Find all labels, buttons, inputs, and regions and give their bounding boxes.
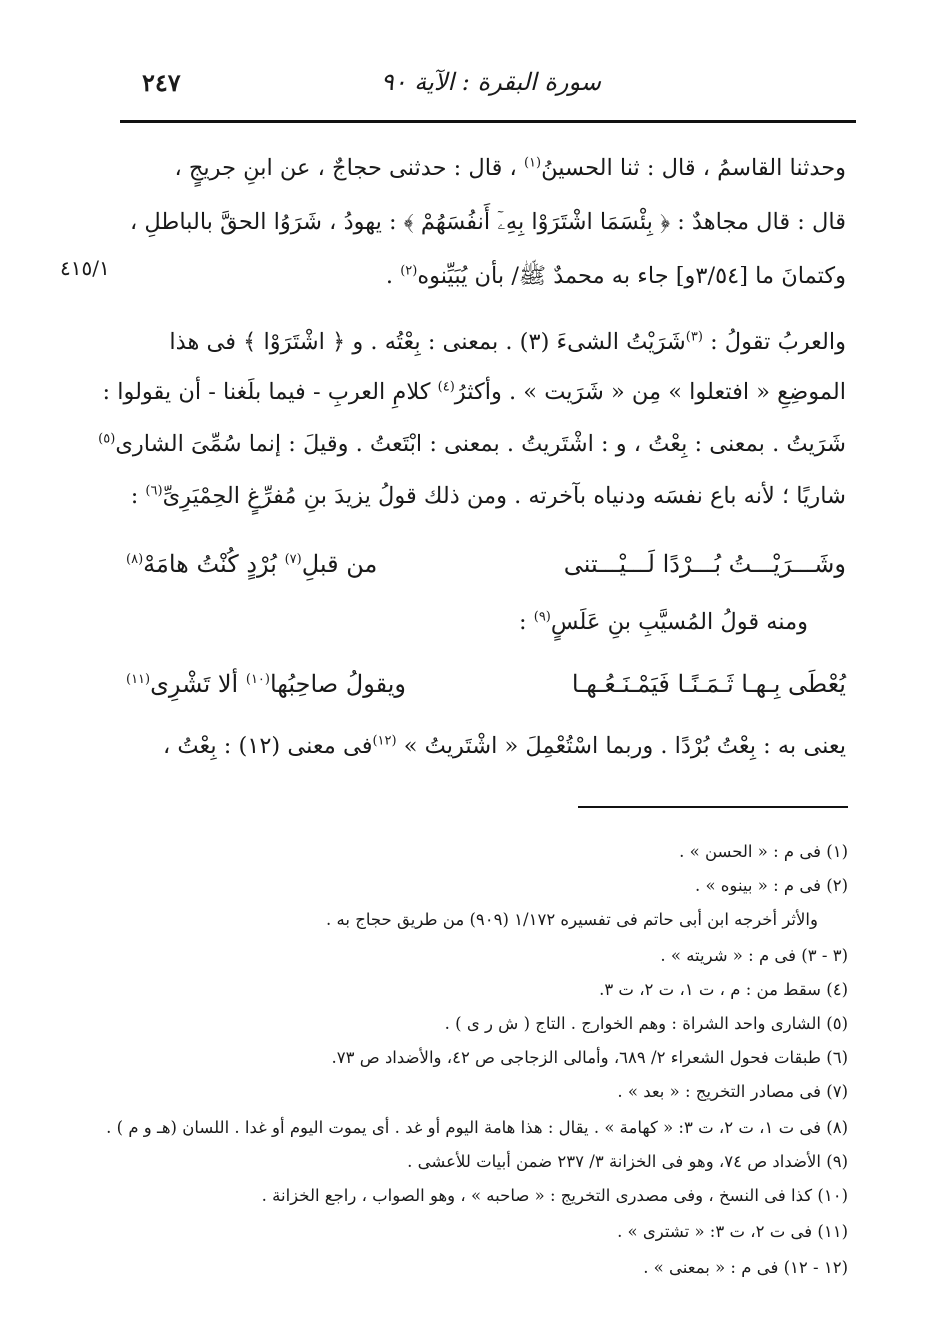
body-line-7: شاريًا ؛ لأنه باع نفسَه ودنياه بآخرته . ومن ذلك قولُ يزيدَ بنِ مُفرِّغٍ الحِمْيَرِىِّ$^{(٦)}$ : — [130, 483, 846, 509]
footnote-8: (٨) فى ت ١، ت ٢، ت ٣: « كهامة » . يقال : هذا هامة اليوم أو غد . أى يموت اليوم أو غدا . اللسان (هـ و م ) . — [106, 1118, 848, 1137]
verse-1 — [126, 542, 846, 586]
footnote-separator — [578, 806, 848, 808]
body-line-3: وكتمانَ ما [٣/٥٤و] جاء به محمدٌ ﷺ/ بأن يُبَيِّنوه$^{(٢)}$ . — [385, 263, 846, 289]
verse-2 — [126, 662, 846, 706]
footnote-5: (٥) الشارى واحد الشراة : وهم الخوارج . التاج ( ش ر ى ) . — [444, 1014, 848, 1033]
margin-reference: ٤١٥/١ — [60, 256, 110, 280]
footnote-4: (٤) سقط من : م ، ت ١، ت ٢، ت ٣. — [599, 980, 848, 999]
footnote-10: (١٠) كذا فى النسخ ، وفى مصدرى التخريج : « صاحبه » ، وهو الصواب ، راجع الخزانة . — [261, 1186, 848, 1205]
body-last-line: يعنى به : بِعْتُ بُرْدًا . وربما اسْتُعْمِلَ « اشْتَريتُ » $^{(١٢)}$فى معنى (١٢) : بِعْتُ ، — [162, 733, 846, 759]
footnote-12: (١٢ - ١٢) فى م : « بمعنى » . — [643, 1258, 848, 1277]
footnote-7: (٧) فى مصادر التخريج : « بعد » . — [617, 1082, 848, 1101]
footnote-2-note: والأثر أخرجه ابن أبى حاتم فى تفسيره ١/١٧٢ (٩٠٩) من طريق حجاج به . — [326, 910, 818, 929]
verse-2-first-hemistich: يُعْطَى بِـهـا ثَـمَـنًـا فَيَمْـنَـعُـهـا — [571, 670, 846, 698]
footnote-3: (٣ - ٣) فى م : « شريته » . — [660, 946, 848, 965]
footnote-1: (١) فى م : « الحسن » . — [679, 842, 848, 861]
verse-1-first-hemistich: وشَـــرَيْـــتُ بُـــرْدًا لَـــيْـــتنى — [563, 550, 846, 578]
footnote-2: (٢) فى م : « بينوه » . — [694, 876, 848, 895]
verse-1-second-hemistich: من قبلِ$^{(٧)}$ بُرْدٍ كُنْتُ هامَهْ$^{(٨)}$ — [126, 550, 378, 578]
body-line-6: شَرَيتُ . بمعنى : بِعْتُ ، و : اشْتَريتُ . بمعنى : ابْتَعتُ . وقيلَ : إنما سُمِّىَ الشارى$^{(٥)}$ — [98, 431, 846, 457]
verse-2-second-hemistich: ويقولُ صاحِبُها$^{(١٠)}$ ألا تَشْرِى$^{(١١)}$ — [126, 670, 407, 698]
body-line-2: قال : قال مجاهدٌ : ﴿ بِئْسَمَا اشْتَرَوْا بِهِۦٓ أَنفُسَهُمْ ﴾ : يهودُ ، شَرَوُا الحقَّ بالباطلِ ، — [129, 209, 846, 235]
footnote-9: (٩) الأضداد ص ٧٤، وهو فى الخزانة ٣/ ٢٣٧ ضمن أبيات للأعشى . — [407, 1152, 848, 1171]
body-line-4: والعربُ تقولُ : $^{(٣)}$شَرَيْتُ الشىءَ (٣) . بمعنى : بِعْتُه . و ﴿ اشْتَرَوْا ﴾ فى هذا — [169, 329, 846, 355]
footnote-6: (٦) طبقات فحول الشعراء ٢/ ٦٨٩، وأمالى الزجاجى ص ٤٢، والأضداد ص ٧٣. — [331, 1048, 848, 1067]
footnote-11: (١١) فى ت ٢، ت ٣: « تشترى » . — [617, 1222, 848, 1241]
page-number: ٢٤٧ — [142, 68, 181, 97]
body-line-5: الموضِعِ « افتعلوا » مِن « شَرَيت » . وأكثرُ$^{(٤)}$ كلامِ العربِ - فيما بلَغنا - أن يقولوا : — [102, 379, 846, 405]
running-title: سورة البقرة : الآية ٩٠ — [380, 68, 601, 96]
page-header — [120, 62, 856, 123]
body-line-1: وحدثنا القاسمُ ، قال : ثنا الحسينُ$^{(١)}$ ، قال : حدثنى حجاجٌ ، عن ابنِ جريجٍ ، — [174, 155, 846, 181]
verse-2-intro: ومنه قولُ المُسيَّبِ بنِ عَلَسٍ$^{(٩)}$ : — [519, 609, 808, 635]
